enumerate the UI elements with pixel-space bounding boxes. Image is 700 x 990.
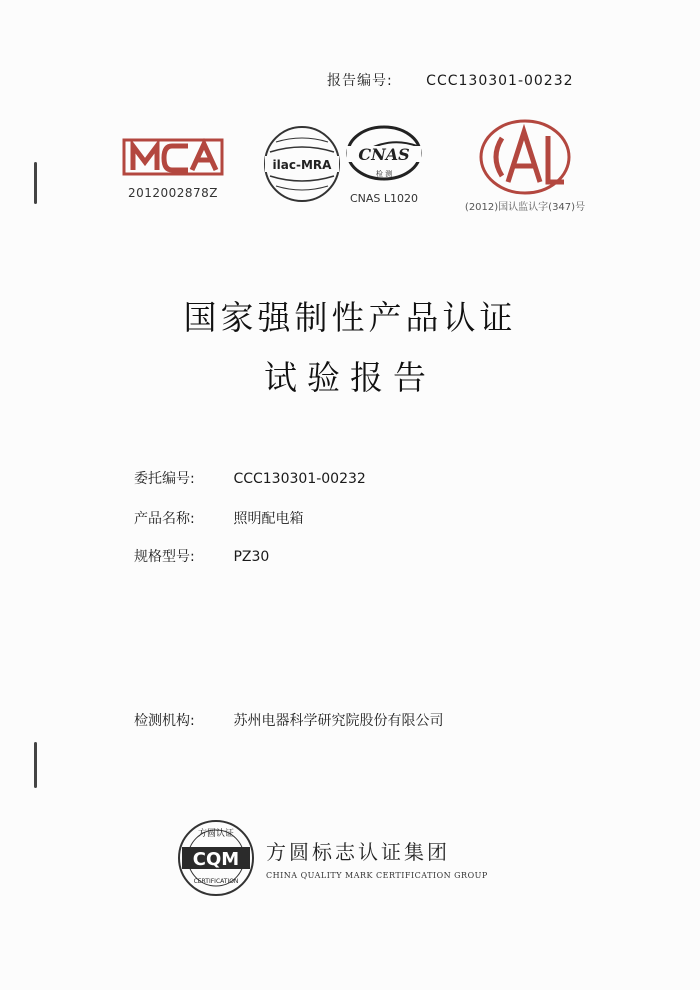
product-name-row (134, 508, 303, 528)
binding-hole-mark-bottom (34, 742, 37, 788)
binding-hole-mark-top (34, 162, 37, 204)
report-number-label: 报告编号: (327, 73, 393, 89)
commission-number-value: CCC130301-00232 (233, 471, 366, 487)
cma-number: 2012002878Z (127, 186, 219, 200)
cqm-seal-top-text: 方圆认证 (197, 829, 235, 839)
cqm-group-name (266, 836, 488, 880)
ilac-globe-icon (262, 124, 342, 204)
commission-number-row (134, 468, 366, 488)
ilac-mra-text: ilac-MRA (272, 158, 332, 172)
cal-caption: (2012)国认监认字(347)号 (464, 202, 586, 213)
cnas-sub-text: 检 测 (375, 170, 393, 178)
model-label: 规格型号: (134, 549, 195, 565)
cnas-logo (343, 124, 425, 208)
cma-logo-mark (118, 132, 228, 182)
institution-label: 检测机构: (134, 713, 195, 729)
cqm-seal-bottom-text: CERTIFICATION (193, 878, 239, 885)
product-name-value: 照明配电箱 (233, 511, 304, 527)
cnas-text: CNAS (358, 145, 410, 164)
cma-logo (118, 132, 228, 210)
cnas-emblem-icon (343, 124, 425, 182)
cnas-code: CNAS L1020 (349, 192, 419, 205)
cqm-seal-icon (176, 818, 256, 898)
cqm-seal (176, 818, 256, 898)
cal-logo-mark (460, 118, 590, 196)
report-number-value: CCC130301-00232 (426, 73, 574, 89)
institution-value: 苏州电器科学研究院股份有限公司 (233, 713, 444, 729)
cqm-group-en: CHINA QUALITY MARK CERTIFICATION GROUP (266, 871, 488, 880)
report-title-line2: 试验报告 (264, 358, 436, 397)
institution-row (134, 710, 443, 730)
model-value: PZ30 (233, 549, 270, 565)
commission-number-label: 委托编号: (134, 471, 195, 487)
ilac-mra-logo (262, 124, 342, 204)
product-name-label: 产品名称: (134, 511, 195, 527)
model-row (134, 546, 269, 566)
cqm-group-cn: 方圆标志认证集团 (266, 840, 450, 864)
report-number (327, 70, 574, 90)
cqm-letters: CQM (192, 849, 240, 870)
cal-logo (460, 118, 590, 212)
report-title-line1: 国家强制性产品认证 (183, 298, 517, 337)
